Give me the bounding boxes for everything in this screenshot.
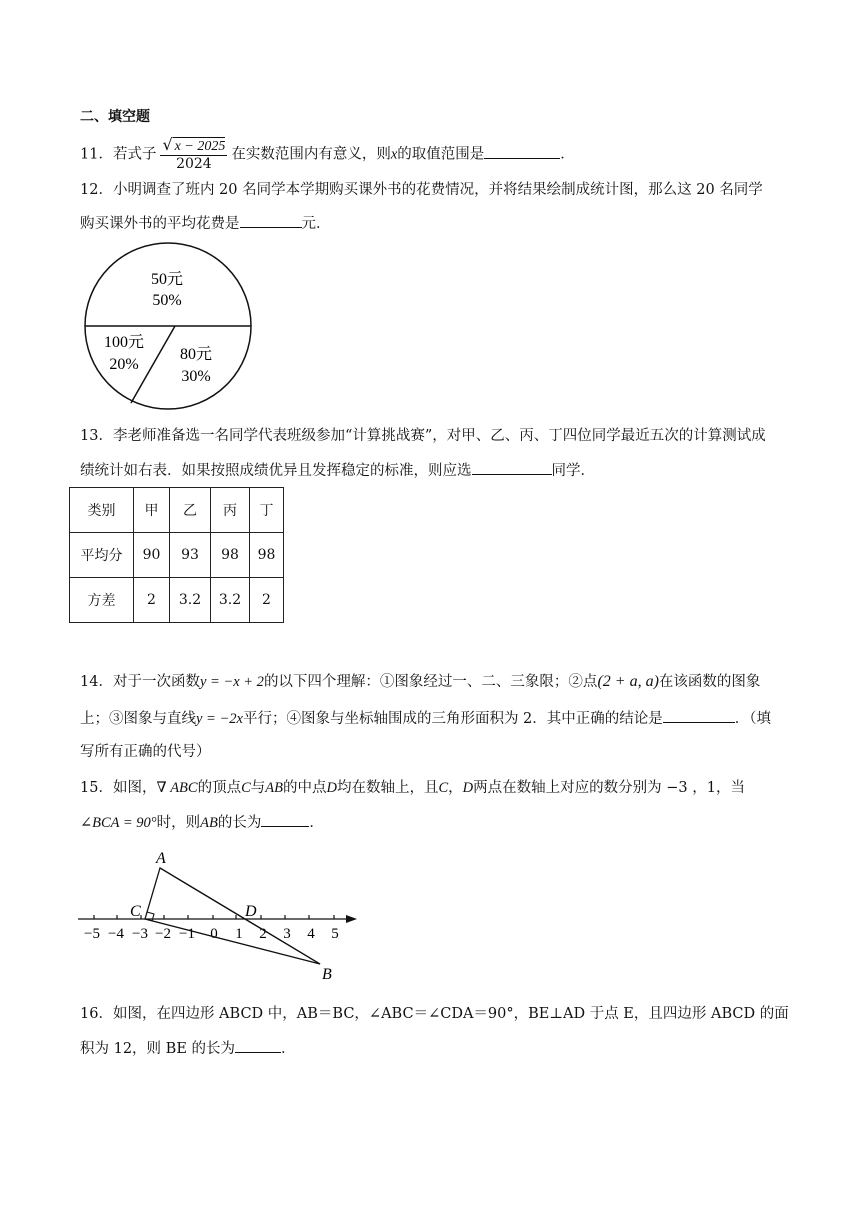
q14-point: (2 + a, a) [597, 673, 659, 690]
table-header-row [70, 488, 284, 533]
tick-label: 4 [307, 926, 315, 942]
table-header-cell: 乙 [170, 488, 211, 533]
q15-line2 [80, 812, 324, 833]
table-cell: 98 [250, 533, 284, 578]
q11-end: ． [560, 146, 575, 163]
q16-text-b: ． [281, 1041, 296, 1057]
pie-label-100: 100元 [103, 334, 145, 351]
q16-line2 [80, 1038, 296, 1059]
tick-label: −4 [108, 926, 124, 942]
tick-label: 3 [283, 926, 291, 942]
table-cell: 98 [211, 533, 250, 578]
tick-label: 0 [210, 926, 218, 942]
tick-label: 1 [235, 926, 243, 942]
q15-var-c2: C [438, 780, 449, 796]
q11-var: x [390, 146, 398, 163]
q11-answer-blank[interactable] [484, 144, 560, 159]
q14-text-3: 在该函数的图象 [658, 674, 761, 690]
table-header-cell: 甲 [134, 488, 170, 533]
pie-percent-100: 20% [109, 356, 139, 373]
q15-text-d: 的中点 [282, 780, 327, 796]
score-table [69, 487, 284, 623]
tick-label: 5 [331, 926, 339, 942]
q12-answer-blank[interactable] [240, 213, 302, 228]
q13-line2 [80, 460, 595, 481]
q14-text-6: ．（填 [734, 711, 772, 727]
q16-text-a: 积为 12，则 BE 的长为 [80, 1041, 236, 1057]
q14-text-2: 的以下四个理解：①图象经过一、二、三象限；②点 [263, 674, 598, 690]
triangle-abc [145, 868, 320, 964]
section-title: 二、填空题 [80, 109, 150, 125]
pie-label-80: 80元 [179, 346, 213, 363]
q14-line2 [80, 708, 771, 729]
q15-triangle: ∇ ABC [156, 780, 198, 796]
tick-label: −2 [155, 926, 171, 942]
q15-var-d: D [326, 780, 337, 796]
q12-line1: 12．小明调查了班内 20 名同学本学期购买课外书的花费情况，并将结果绘制成统计图，那么这 20 名同学 [80, 182, 763, 198]
q15-var-ab2: AB [200, 815, 218, 831]
q14-formula-1: y = −x + 2 [199, 674, 264, 690]
table-header-cell: 类别 [70, 488, 134, 533]
q11-number: 11． [80, 146, 113, 163]
segment-ab [160, 868, 320, 964]
tick-label: 2 [259, 926, 267, 942]
table-row [70, 578, 284, 623]
q12-text-a: 购买课外书的平均花费是 [80, 216, 240, 232]
q14-line1 [80, 672, 760, 692]
question-11 [80, 136, 575, 173]
q15-var-c: C [241, 780, 251, 796]
axis-tick-labels [84, 926, 339, 942]
q14-formula-2: y = −2x [196, 711, 243, 727]
table-row [70, 533, 284, 578]
q15-text-h: 时，则 [156, 815, 201, 831]
q16-line1: 16．如图，在四边形 ABCD 中，AB＝BC，∠ABC＝∠CDA＝90°，BE⊥AD 于点 E，且四边形 ABCD 的面 [80, 1006, 789, 1022]
q15-var-ab: AB [265, 780, 283, 796]
vertex-label-c: C [130, 903, 141, 920]
tick-label: −5 [84, 926, 100, 942]
tick-label: −3 [132, 926, 148, 942]
q15-line1 [80, 778, 745, 798]
q11-radicand: x − 2025 [174, 139, 226, 154]
q15-angle: ∠BCA = 90° [80, 815, 157, 831]
q14-answer-blank[interactable] [663, 708, 735, 723]
table-header-cell: 丁 [250, 488, 284, 533]
q13-answer-blank[interactable] [472, 460, 552, 475]
table-cell: 2 [250, 578, 284, 623]
pie-chart [84, 242, 254, 412]
q15-text-b: 的顶点 [197, 780, 242, 796]
q15-text-g: 两点在数轴上对应的数分别为 −3 ，1，当 [473, 780, 745, 796]
q14-text-4: 上；③图象与直线 [80, 711, 196, 727]
axis-arrow-icon [346, 915, 357, 923]
q15-var-d2: D [462, 780, 474, 796]
pie-label-50: 50元 [150, 271, 184, 288]
q15-text-f: ， [448, 780, 463, 796]
table-cell: 3.2 [211, 578, 250, 623]
table-cell: 93 [170, 533, 211, 578]
q13-text-a: 绩统计如右表．如果按照成绩优异且发挥稳定的标准，则应选 [80, 463, 472, 479]
table-cell: 3.2 [170, 578, 211, 623]
q11-pre: 若式子 [112, 146, 157, 163]
q11-post: 的取值范围是 [397, 146, 485, 163]
q12-text-b: 元． [301, 216, 331, 232]
vertex-label-d: D [245, 903, 257, 920]
q11-fraction: $\frac{√ x - 2025}{2024}$ [162, 135, 226, 172]
tick-label: −1 [179, 926, 195, 942]
q15-text-i: 的长为 [217, 815, 262, 831]
vertex-label-b: B [322, 966, 332, 983]
pie-percent-50: 50% [152, 292, 182, 309]
q12-line2 [80, 213, 331, 234]
figure-15-number-line [74, 845, 364, 985]
table-cell: 2 [134, 578, 170, 623]
q11-denominator: 2024 [176, 156, 212, 172]
q14-text-5: 平行；④图象与坐标轴围成的三角形面积为 2．其中正确的结论是 [242, 711, 663, 727]
q14-line3: 写所有正确的代号） [80, 744, 211, 760]
q11-mid: 在实数范围内有意义，则 [231, 146, 391, 163]
q13-text-b: 同学． [551, 463, 595, 479]
table-header-cell: 丙 [211, 488, 250, 533]
pie-percent-80: 30% [181, 368, 211, 385]
q15-answer-blank[interactable] [261, 812, 309, 827]
table-cell: 90 [134, 533, 170, 578]
q15-text-c: 与 [250, 780, 266, 796]
q15-text-a: 15．如图， [80, 780, 157, 796]
q15-text-e: 均在数轴上，且 [336, 780, 439, 796]
q13-line1: 13．李老师准备选一名同学代表班级参加“计算挑战赛”，对甲、乙、丙、丁四位同学最近五次的计算测试成 [80, 428, 766, 444]
table-cell: 方差 [70, 578, 134, 623]
q15-text-j: ． [309, 815, 324, 831]
table-cell: 平均分 [70, 533, 134, 578]
vertex-label-a: A [156, 850, 166, 867]
q16-answer-blank[interactable] [235, 1038, 281, 1053]
q14-text-1: 14．对于一次函数 [80, 674, 200, 690]
